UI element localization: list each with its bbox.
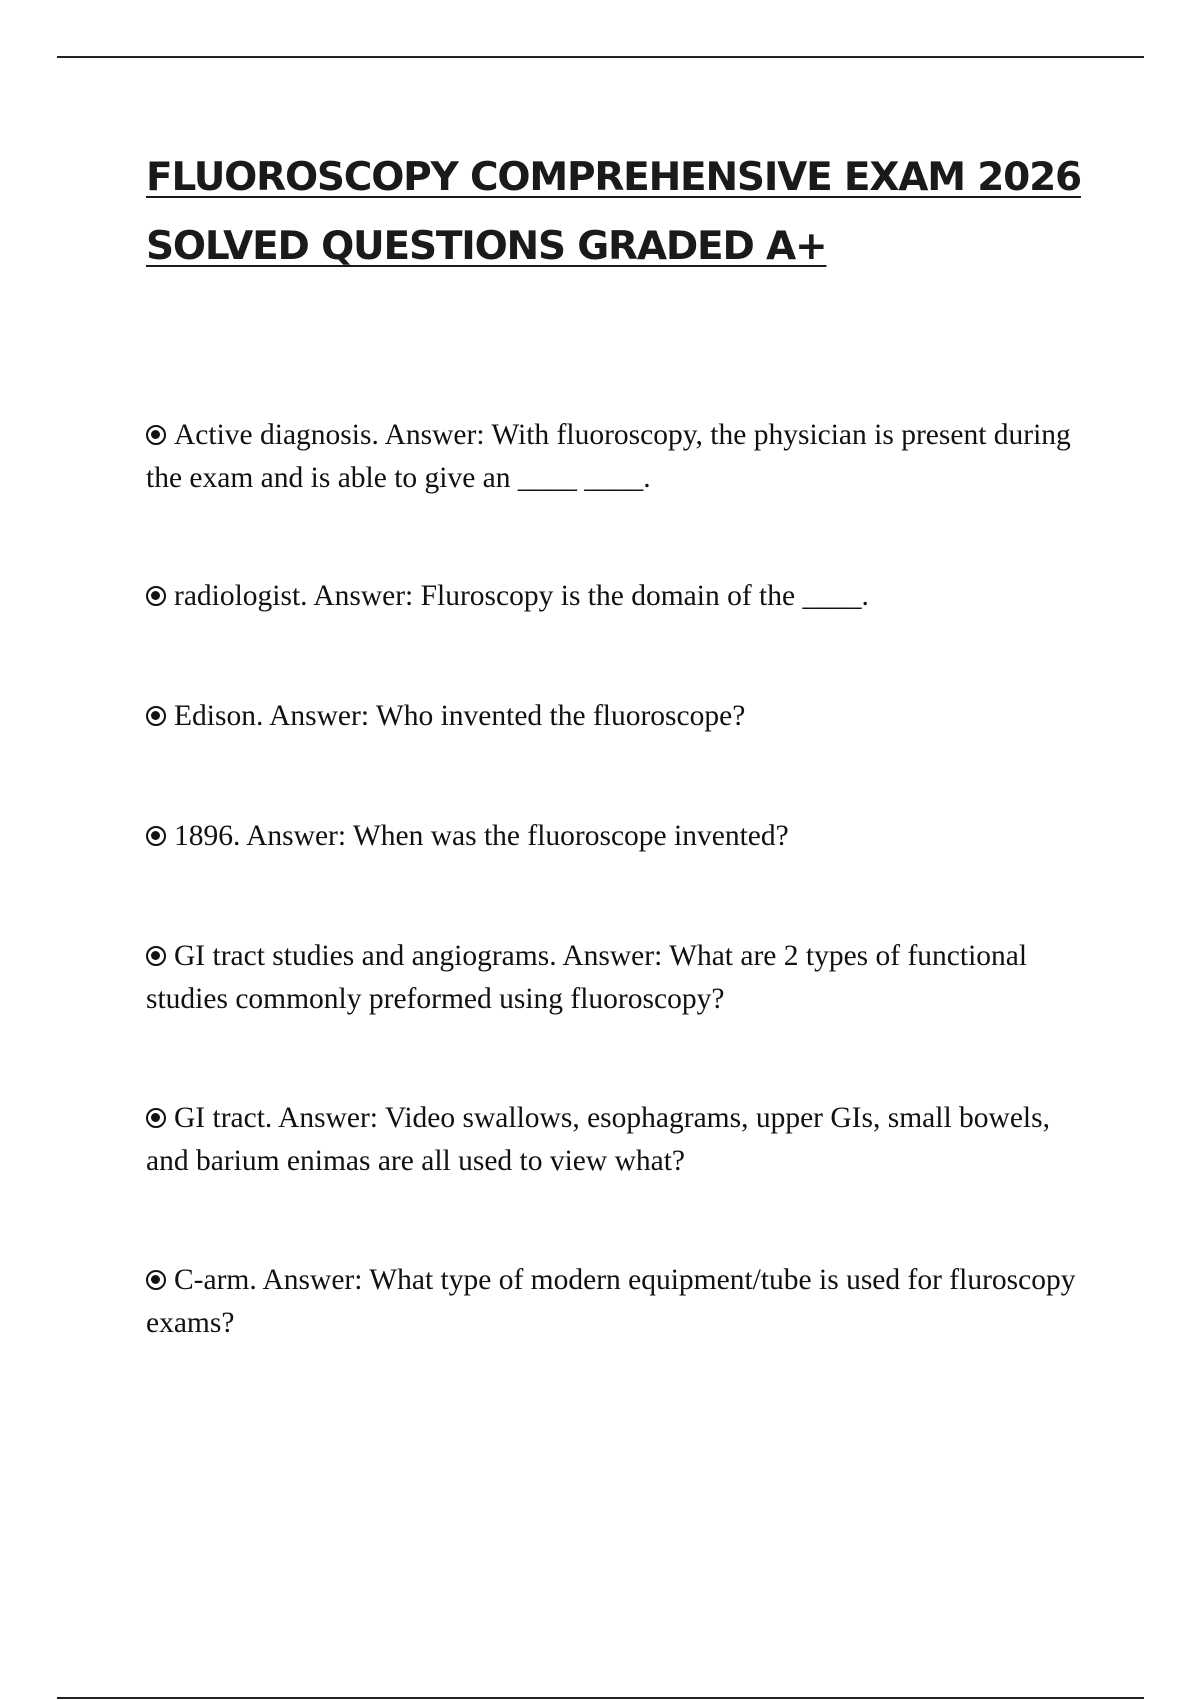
radio-bullet-icon: [146, 826, 166, 846]
radio-bullet-icon: [146, 1270, 166, 1290]
qa-item: [146, 815, 1086, 935]
title-line-2: SOLVED QUESTIONS GRADED A+: [146, 224, 827, 269]
qa-item: [146, 1097, 1086, 1259]
bottom-rule: [57, 1697, 1144, 1699]
top-rule: [57, 56, 1144, 58]
qa-text: GI tract. Answer: Video swallows, esophagrams, upper GIs, small bowels, and barium enimas are all used to view what?: [146, 1102, 1050, 1177]
qa-text: C-arm. Answer: What type of modern equipment/tube is used for fluroscopy exams?: [146, 1264, 1076, 1339]
radio-bullet-icon: [146, 1108, 166, 1128]
radio-bullet-icon: [146, 425, 166, 445]
radio-bullet-icon: [146, 946, 166, 966]
qa-text: Active diagnosis. Answer: With fluoroscopy, the physician is present during the exam and is able to give an ____ ____.: [146, 419, 1071, 494]
qa-list: [146, 414, 1086, 1345]
qa-item: [146, 935, 1086, 1097]
qa-item: [146, 575, 1086, 695]
title-line-1: FLUOROSCOPY COMPREHENSIVE EXAM 2026: [146, 155, 1081, 200]
qa-text: GI tract studies and angiograms. Answer: What are 2 types of functional studies commonly preformed using fluoroscopy?: [146, 940, 1028, 1015]
qa-item: [146, 414, 1086, 575]
document-title: [146, 143, 1086, 281]
radio-bullet-icon: [146, 706, 166, 726]
qa-text: Edison. Answer: Who invented the fluoroscope?: [174, 700, 746, 732]
qa-item: [146, 695, 1086, 815]
qa-text: radiologist. Answer: Fluroscopy is the domain of the ____.: [174, 580, 869, 612]
qa-text: 1896. Answer: When was the fluoroscope invented?: [174, 820, 789, 852]
qa-item: [146, 1259, 1086, 1345]
radio-bullet-icon: [146, 586, 166, 606]
